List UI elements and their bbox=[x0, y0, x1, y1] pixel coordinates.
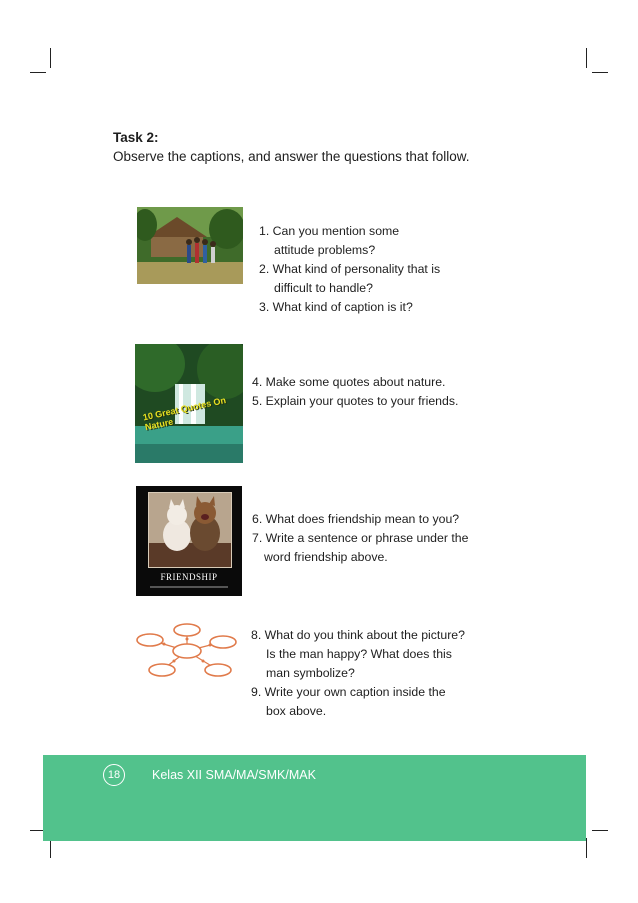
question-1-cont: attitude problems? bbox=[274, 243, 376, 257]
question-8: 8. What do you think about the picture? bbox=[251, 628, 465, 642]
question-6: 6. What does friendship mean to you? bbox=[252, 512, 460, 526]
crop-mark bbox=[592, 72, 608, 73]
question-group-2 bbox=[252, 373, 458, 411]
question-1: 1. Can you mention some bbox=[259, 224, 400, 238]
crop-mark bbox=[50, 48, 51, 68]
crop-mark bbox=[50, 838, 51, 858]
poster-fine-print bbox=[150, 586, 228, 588]
waterfall-photo bbox=[135, 344, 243, 463]
question-3: 3. What kind of caption is it? bbox=[259, 300, 413, 314]
book-title: Kelas XII SMA/MA/SMK/MAK bbox=[152, 768, 316, 782]
poster-photo bbox=[148, 492, 232, 568]
question-8-cont-1: Is the man happy? What does this bbox=[266, 647, 452, 661]
question-9: 9. Write your own caption inside the bbox=[251, 685, 446, 699]
page-number: 18 bbox=[103, 764, 125, 786]
crop-mark bbox=[30, 72, 46, 73]
village-photo bbox=[137, 207, 243, 284]
question-group-3 bbox=[252, 510, 468, 567]
question-8-cont-2: man symbolize? bbox=[266, 666, 355, 680]
bubble-diagram bbox=[130, 620, 245, 682]
friendship-poster bbox=[136, 486, 242, 596]
waterfall-photo-caption: 10 Great Quotes On Nature bbox=[142, 395, 227, 433]
question-group-1 bbox=[259, 222, 440, 317]
question-group-4 bbox=[251, 626, 465, 721]
crop-mark bbox=[586, 48, 587, 68]
question-7-cont: word friendship above. bbox=[264, 550, 388, 564]
crop-mark bbox=[592, 830, 608, 831]
question-5: 5. Explain your quotes to your friends. bbox=[252, 394, 459, 408]
task-instruction: Observe the captions, and answer the questions that follow. bbox=[113, 149, 470, 164]
question-2-cont: difficult to handle? bbox=[274, 281, 373, 295]
task-title: Task 2: bbox=[113, 130, 159, 145]
crop-mark bbox=[586, 838, 587, 858]
poster-title: FRIENDSHIP bbox=[160, 572, 218, 582]
question-4: 4. Make some quotes about nature. bbox=[252, 375, 446, 389]
question-7: 7. Write a sentence or phrase under the bbox=[252, 531, 469, 545]
question-9-cont: box above. bbox=[266, 704, 327, 718]
question-2: 2. What kind of personality that is bbox=[259, 262, 441, 276]
